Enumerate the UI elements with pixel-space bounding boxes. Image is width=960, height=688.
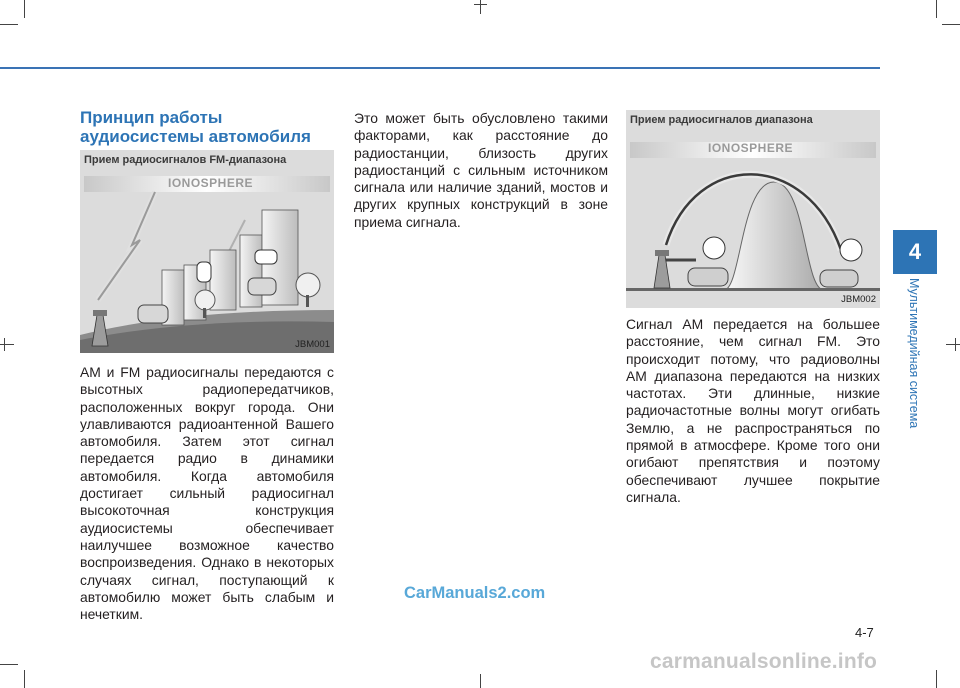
- crop-mark: [0, 344, 14, 345]
- body-paragraph-col3: Сигнал AM передается на большее расстояние, чем сигнал FM. Это происходит потому, что радиоволны AM диапазона передаются на низких частотах. Эти длинные, низкие радиочастотные волны могут огибать Землю, а не распространяться по прямой в атмосфере. Кроме того они огибают препятствия и поэтому обеспечивают лучшее покрытие сигнала.: [626, 316, 880, 505]
- crop-mark: [936, 0, 937, 18]
- crop-mark: [24, 670, 25, 688]
- crop-mark: [955, 338, 956, 351]
- figure-code: JBM002: [841, 294, 876, 305]
- signal-ray: [98, 192, 155, 300]
- figure-code: JBM001: [295, 339, 330, 350]
- body-paragraph-col1: AM и FM радиосигналы передаются с высотных радиопередатчиков, расположенных вокруг города. Они улавливаются радиоантенной Вашего автомобиля. Затем этот сигнал передается радио в динамики автомобиля. Когда автомобиля достигает сильный радиосигнал высокоточная конструкция аудиосистемы обеспечивает наилучшее возможное качество воспроизведения. Однако в некоторых случаях сигнал, поступающий к автомобилю может быть слабым и нечетким.: [80, 364, 334, 623]
- figure-caption: Прием радиосигналов диапазона: [630, 114, 813, 126]
- crop-mark: [936, 670, 937, 688]
- fm-reception-figure: [80, 150, 334, 353]
- watermark-link[interactable]: CarManuals2.com: [404, 584, 546, 602]
- header-rule: [0, 67, 880, 69]
- crop-mark: [480, 674, 481, 688]
- body-paragraph-col2: Это может быть обусловлено такими факторами, как расстояние до радиостанции, близость других радиостанций с сильным источником сигнала или наличие зданий, мостов и других крупных конструкций в зоне приема сигнала.: [354, 110, 608, 230]
- crop-mark: [474, 4, 487, 5]
- sidebar-chapter-title-text: Мультимедийная система: [907, 278, 921, 429]
- section-title-line1: Принцип работы: [80, 108, 223, 127]
- section-title-line2: аудиосистемы автомобиля: [80, 127, 311, 146]
- am-reception-figure: [626, 110, 880, 308]
- am-reception-illustration: [626, 110, 880, 308]
- crop-mark: [480, 0, 481, 14]
- ionosphere-label: IONOSPHERE: [168, 176, 254, 190]
- crop-mark: [24, 0, 25, 18]
- chapter-tab: 4: [893, 230, 937, 274]
- crop-mark: [4, 338, 5, 351]
- crop-mark: [942, 24, 960, 25]
- section-title: [80, 108, 335, 146]
- footer-site-watermark: carmanualsonline.info: [650, 650, 878, 673]
- crop-mark: [0, 664, 18, 665]
- crop-mark: [946, 344, 960, 345]
- crop-mark: [0, 24, 18, 25]
- page-number: 4-7: [855, 625, 874, 640]
- ionosphere-label: IONOSPHERE: [708, 141, 794, 155]
- sidebar-chapter-title: [905, 278, 923, 478]
- figure-caption: Прием радиосигналов FM-диапазона: [84, 154, 287, 166]
